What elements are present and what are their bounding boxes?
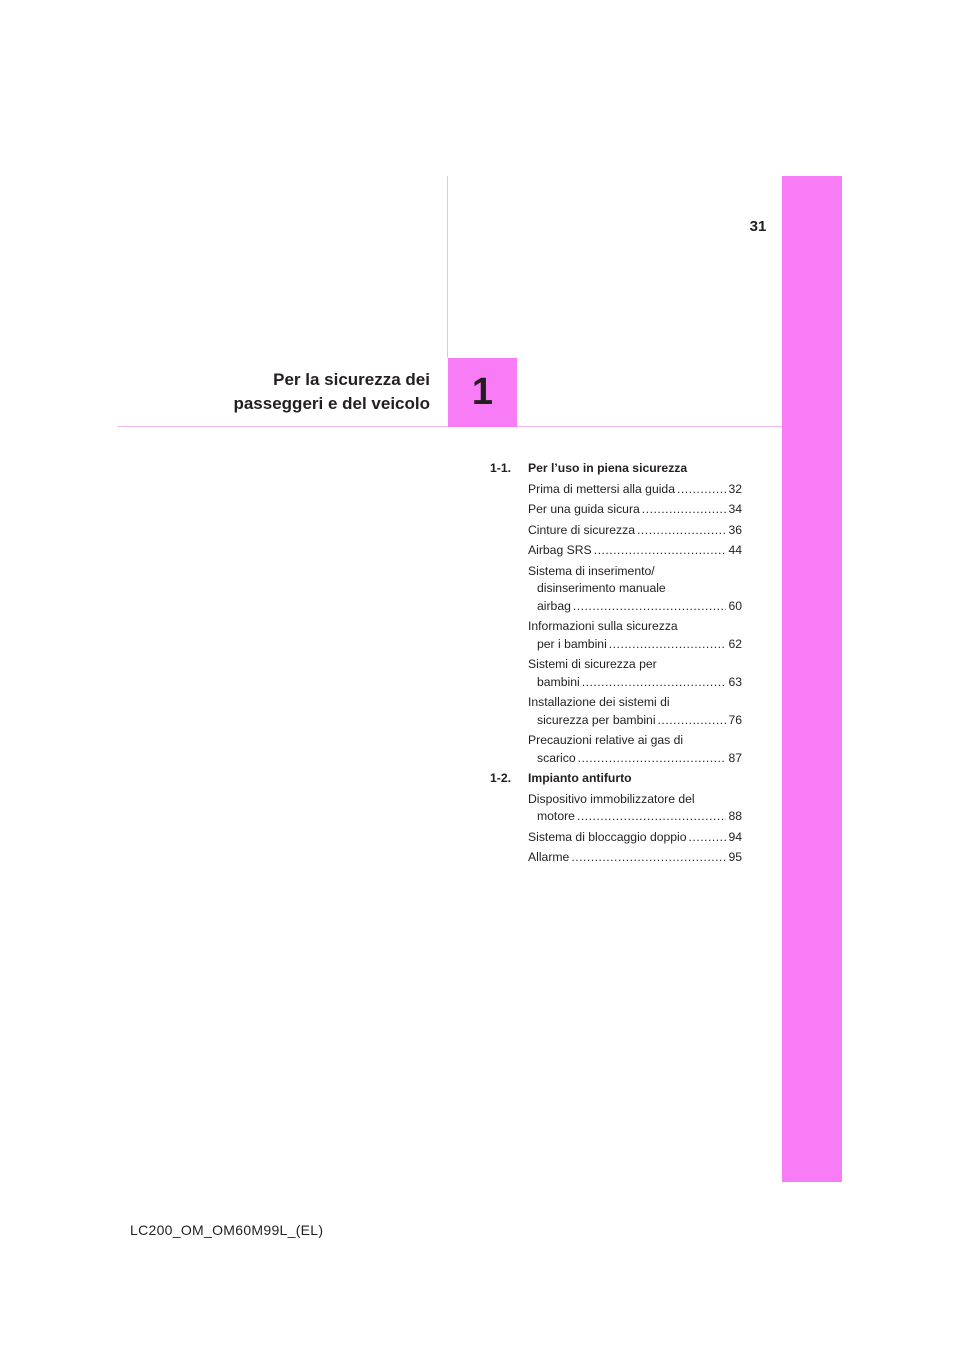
toc-entry-text: Dispositivo immobilizzatore del (528, 791, 695, 806)
toc-entry[interactable] (528, 563, 742, 616)
chapter-title-line: passeggeri e del veicolo (233, 394, 430, 413)
toc-entry-text: Precauzioni relative ai gas di (528, 733, 684, 747)
toc-dot-leader (578, 750, 727, 768)
toc-entry-leader-line (528, 808, 742, 826)
toc-entry-text: Allarme (528, 850, 570, 864)
toc-entry-leader-line (528, 750, 742, 768)
toc-entry-leader-line (528, 829, 742, 847)
toc-section-heading[interactable] (490, 770, 742, 788)
toc-entry-text: motore (537, 809, 575, 823)
toc-entry-leader-line (528, 501, 742, 519)
table-of-contents (490, 460, 742, 870)
toc-entry-page: 44 (728, 543, 742, 557)
toc-entry-page: 88 (728, 809, 742, 823)
document-code-footer: LC200_OM_OM60M99L_(EL) (130, 1222, 324, 1238)
chapter-title-line: Per la sicurezza dei (273, 370, 430, 389)
toc-entry-leader-line (528, 542, 742, 560)
toc-entry-leader-line (528, 636, 742, 654)
chapter-number: 1 (471, 371, 494, 413)
toc-entry[interactable] (528, 656, 742, 691)
toc-section-number: 1-2. (490, 771, 512, 785)
toc-entry-leader-line (528, 712, 742, 730)
toc-entry-text: Airbag SRS (528, 543, 592, 557)
toc-entry-text: Sistema di bloccaggio doppio (528, 829, 687, 844)
toc-entry-text: per i bambini (537, 636, 607, 651)
toc-entry-page: 34 (728, 502, 742, 516)
toc-section-number: 1-1. (490, 461, 512, 475)
toc-dot-leader (689, 829, 727, 847)
chapter-number-box (448, 358, 517, 427)
toc-section-title: Per l’uso in piena sicurezza (528, 461, 688, 475)
toc-dot-leader (582, 674, 727, 692)
toc-entry[interactable] (528, 542, 742, 560)
toc-entry-page: 94 (728, 829, 742, 844)
toc-entry-text: Informazioni sulla sicurezza (528, 619, 678, 633)
toc-dot-leader (677, 481, 726, 499)
header-vertical-rule (447, 176, 448, 358)
toc-dot-leader (573, 598, 727, 616)
toc-section-heading[interactable] (490, 460, 742, 478)
toc-entry-page: 76 (728, 712, 742, 727)
toc-entry-page: 95 (728, 850, 742, 864)
toc-entry-text: Sistema di inserimento/ (528, 563, 655, 578)
page-number: 31 (749, 218, 767, 235)
chapter-side-tab (782, 176, 842, 1182)
toc-entry-text: Cinture di sicurezza (528, 522, 636, 537)
toc-entry-page: 36 (728, 522, 742, 537)
toc-entry[interactable] (528, 618, 742, 653)
toc-dot-leader (609, 636, 727, 654)
toc-dot-leader (594, 542, 727, 560)
toc-entry-leader-line (528, 849, 742, 867)
toc-dot-leader (571, 849, 726, 867)
toc-entry-text: bambini (537, 674, 580, 689)
toc-entry-page: 32 (728, 481, 742, 496)
toc-entry[interactable] (528, 694, 742, 729)
toc-entry[interactable] (528, 732, 742, 767)
toc-dot-leader (642, 501, 727, 519)
toc-entry-leader-line (528, 481, 742, 499)
toc-entry-leader-line (528, 598, 742, 616)
toc-section-title: Impianto antifurto (528, 771, 632, 785)
toc-entry-text: sicurezza per bambini (537, 712, 656, 727)
toc-entry[interactable] (528, 791, 742, 826)
toc-entry[interactable] (528, 522, 742, 540)
toc-entry-leader-line (528, 674, 742, 692)
toc-entry[interactable] (528, 501, 742, 519)
toc-entry-text: Prima di mettersi alla guida (528, 481, 675, 496)
toc-entry[interactable] (528, 481, 742, 499)
toc-dot-leader (637, 522, 726, 540)
chapter-title (233, 368, 430, 416)
toc-dot-leader (658, 712, 727, 730)
toc-dot-leader (577, 808, 727, 826)
toc-entry-page: 63 (728, 674, 742, 689)
toc-entry-text: Sistemi di sicurezza per (528, 657, 657, 671)
toc-entry-page: 87 (728, 750, 742, 765)
toc-entry[interactable] (528, 849, 742, 867)
toc-entry-text: Per una guida sicura (528, 502, 640, 516)
toc-entry-page: 60 (728, 598, 742, 613)
toc-entry-text: Installazione dei sistemi di (528, 695, 670, 709)
toc-entry[interactable] (528, 829, 742, 847)
toc-entry-text: scarico (537, 750, 576, 765)
toc-entry-leader-line (528, 522, 742, 540)
toc-entry-text: airbag (537, 598, 571, 613)
toc-entry-page: 62 (728, 636, 742, 651)
toc-entry-text: disinserimento manuale (537, 581, 666, 595)
